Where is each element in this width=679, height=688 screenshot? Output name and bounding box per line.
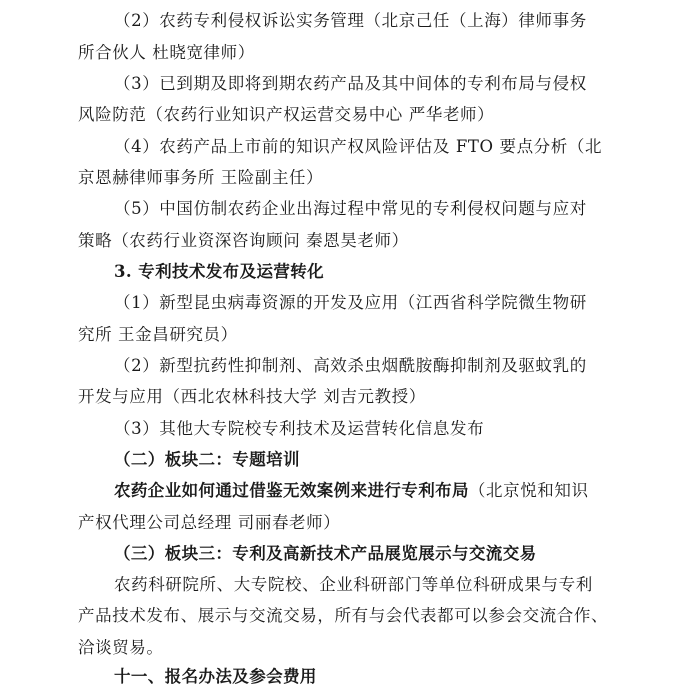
text-line: （3）其他大专院校专利技术及运营转化信息发布 (114, 419, 485, 438)
text-line: （3）已到期及即将到期农药产品及其中间体的专利布局与侵权 (114, 74, 587, 93)
text-line: （4）农药产品上市前的知识产权风险评估及 FTO 要点分析（北 (114, 137, 603, 156)
text-line: 产权代理公司总经理 司丽春老师） (78, 513, 341, 532)
training-speaker: （北京悦和知识 (468, 481, 589, 500)
text-line: （1）新型昆虫病毒资源的开发及应用（江西省科学院微生物研 (114, 293, 587, 312)
text-line: （2）农药专利侵权诉讼实务管理（北京己任（上海）律师事务 (114, 11, 587, 30)
training-topic: 农药企业如何通过借鉴无效案例来进行专利布局 (114, 481, 469, 500)
text-line: 开发与应用（西北农林科技大学 刘吉元教授） (78, 387, 426, 406)
text-line: 京恩赫律师事务所 王险副主任） (78, 168, 324, 187)
text-line: （2）新型抗药性抑制剂、高效杀虫烟酰胺酶抑制剂及驱蚊乳的 (114, 356, 587, 375)
section-heading: （三）板块三：专利及高新技术产品展览展示与交流交易 (114, 544, 537, 563)
section-heading: 3. 专利技术发布及运营转化 (114, 262, 325, 281)
text-line: 所合伙人 杜晓宽律师） (78, 43, 255, 62)
text-line: 风险防范（农药行业知识产权运营交易中心 严华老师） (78, 105, 495, 124)
text-line: （5）中国仿制农药企业出海过程中常见的专利侵权问题与应对 (114, 199, 587, 218)
text-line (114, 480, 589, 502)
text-line: 策略（农药行业资深咨询顾问 秦恩昊老师） (78, 231, 409, 250)
section-heading: （二）板块二：专题培训 (114, 450, 300, 469)
text-line: 究所 王金昌研究员） (78, 325, 238, 344)
text-line: 农药科研院所、大专院校、企业科研部门等单位科研成果与专利 (114, 575, 593, 594)
text-line: 产品技术发布、展示与交流交易，所有与会代表都可以参会交流合作、 (78, 606, 609, 625)
text-line: 洽谈贸易。 (78, 638, 164, 657)
section-heading: 十一、报名办法及参会费用 (114, 667, 317, 686)
